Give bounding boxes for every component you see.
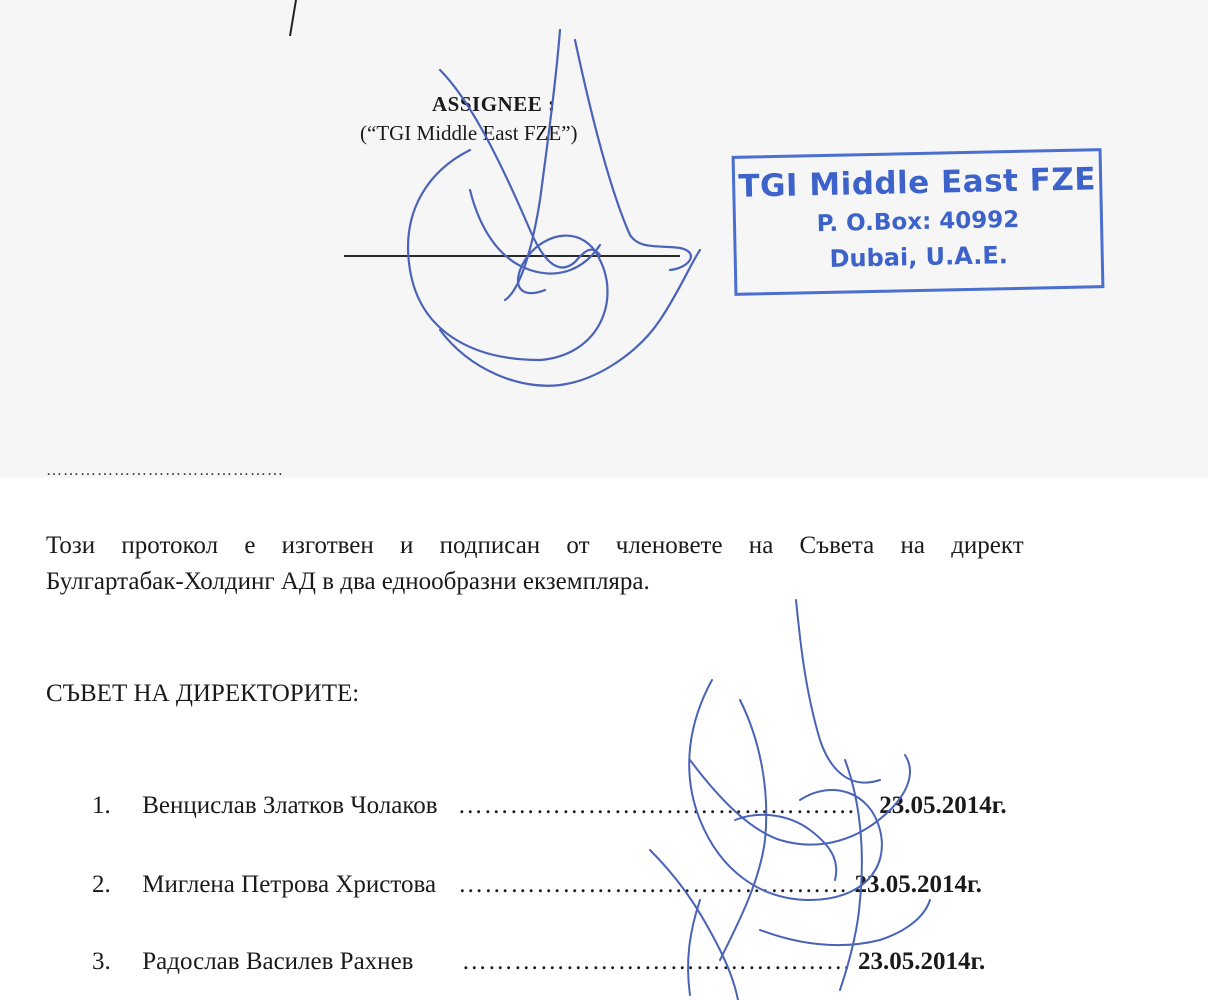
director-date: 23.05.2014г. — [857, 948, 986, 975]
pen-mark — [282, 0, 302, 40]
director-number: 1. — [92, 792, 111, 819]
director-dots: ……………………………………… — [461, 948, 852, 975]
stamp-city: Dubai, U.A.E. — [829, 241, 1009, 273]
protocol-line-2: Булгартабак-Холдинг АД в два еднообразни екземпляра. — [46, 568, 650, 595]
protocol-paragraph — [46, 528, 1208, 600]
assignee-company: (“TGI Middle East FZE”) — [360, 121, 578, 145]
director-row — [92, 792, 1007, 820]
stamp-company-name: TGI Middle East FZE — [737, 161, 1097, 205]
director-name: Миглена Петрова Христова — [142, 871, 437, 898]
director-date: 23.05.2014г. — [879, 792, 1007, 819]
stamp-po-box: P. O.Box: 40992 — [816, 206, 1020, 238]
company-stamp — [732, 148, 1105, 296]
director-dots: ………………………………………. — [457, 792, 856, 819]
signature-line — [344, 255, 680, 257]
board-title: СЪВЕТ НА ДИРЕКТОРИТЕ: — [46, 680, 360, 707]
assignee-label: ASSIGNEE : — [432, 92, 556, 116]
separator-dots: …………………………………… — [46, 462, 284, 479]
protocol-line-1: Този протокол е изготвен и подписан от членовете на Съвета на директ — [46, 532, 1024, 559]
director-dots: ……………………………………… — [458, 871, 849, 898]
director-number: 2. — [92, 871, 111, 898]
director-number: 3. — [92, 948, 111, 975]
director-row — [92, 871, 982, 899]
director-date: 23.05.2014г. — [854, 871, 982, 898]
director-name: Венцислав Златков Чолаков — [142, 792, 438, 819]
director-name: Радослав Василев Рахнев — [142, 948, 414, 975]
director-row — [92, 948, 985, 976]
